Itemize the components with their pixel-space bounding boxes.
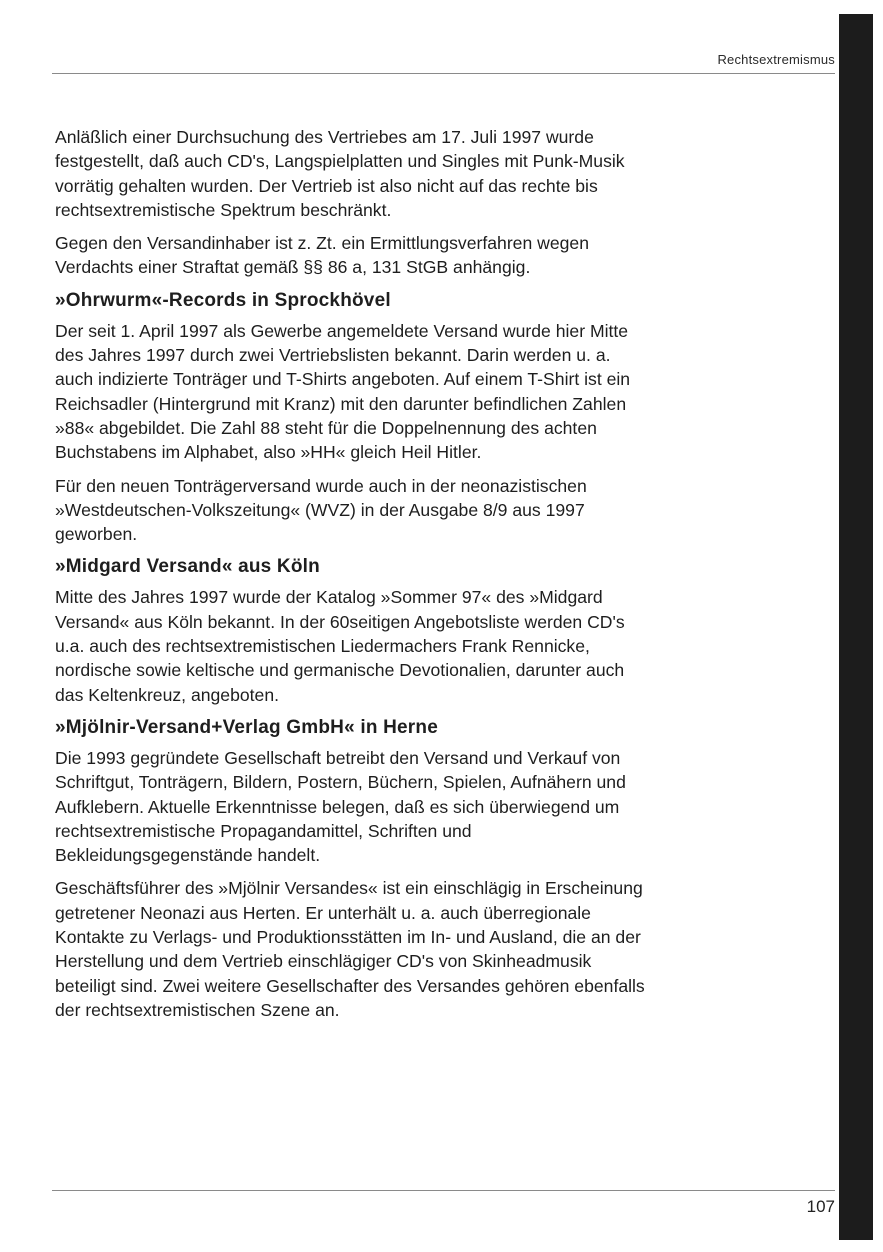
paragraph-ohrwurm-lists: Der seit 1. April 1997 als Gewerbe angemeldete Versand wurde hier Mitte des Jahres 1997 durch zwei Vertriebslisten bekannt. Darin werden u. a. auch indizierte Tonträger und T-Shirts angeboten. Auf einem T-Shirt ist ein Reichsadler (Hintergrund mit Kranz) mit den darunter befindlichen Zahlen »88« abgebildet. Die Zahl 88 steht für die Doppelnennung des achten Buchstabens im Alphabet, also »HH« gleich Heil Hitler.	[55, 320, 631, 463]
body-text	[55, 125, 650, 1031]
paragraph-mjoelnir-company: Die 1993 gegründete Gesellschaft betreibt den Versand und Verkauf von Schriftgut, Tonträgern, Bildern, Postern, Büchern, Spielen, Aufnähern und Aufklebern. Aktuelle Erkenntnisse belegen, daß es sich überwiegend um rechtsextremistische Propagandamittel, Schriften und Bekleidungsgegenstände handelt.	[55, 747, 626, 866]
page-number: 107	[806, 1197, 835, 1216]
running-head: Rechtsextremismus	[717, 52, 835, 67]
page-edge-shadow	[839, 14, 873, 1240]
heading-midgard-versand: »Midgard Versand« aus Köln	[55, 556, 320, 578]
paragraph-mjoelnir-management: Geschäftsführer des »Mjölnir Versandes« ist ein einschlägig in Erscheinung getretener Neonazi aus Herten. Er unterhält u. a. auch überregionale Kontakte zu Verlags- und Produktionsstätten im In- und Ausland, die an der Herstellung und dem Vertrieb einschlägiger CD's von Skinheadmusik beteiligt sind. Zwei weitere Gesellschafter des Versandes gehören ebenfalls der rechtsextremistischen Szene an.	[55, 878, 645, 1020]
paragraph-search: Anläßlich einer Durchsuchung des Vertriebes am 17. Juli 1997 wurde festgestellt, daß auch CD's, Langspielplatten und Singles mit Punk-Musik vorrätig gehalten wurden. Der Vertrieb ist also nicht auf das rechte bis rechtsextremistische Spektrum beschränkt.	[55, 127, 625, 220]
heading-mjoelnir-versand: »Mjölnir-Versand+Verlag GmbH« in Herne	[55, 716, 438, 738]
header-rule	[52, 73, 835, 74]
paragraph-investigation: Gegen den Versandinhaber ist z. Zt. ein Ermittlungsverfahren wegen Verdachts einer Straftat gemäß §§ 86 a, 131 StGB anhängig.	[55, 233, 589, 278]
paragraph-ohrwurm-advert: Für den neuen Tonträgerversand wurde auch in der neonazistischen »Westdeutschen-Volkszeitung« (WVZ) in der Ausgabe 8/9 aus 1997 geworben.	[55, 475, 587, 545]
footer-rule	[52, 1190, 835, 1191]
paragraph-midgard-catalog: Mitte des Jahres 1997 wurde der Katalog »Sommer 97« des »Midgard Versand« aus Köln bekannt. In der 60seitigen Angebotsliste werden CD's u.a. auch des rechtsextremistischen Liedermachers Frank Rennicke, nordische sowie keltische und germanische Devotionalien, darunter auch das Keltenkreuz, angeboten.	[55, 587, 625, 705]
heading-ohrwurm-records: »Ohrwurm«-Records in Sprockhövel	[55, 289, 391, 311]
